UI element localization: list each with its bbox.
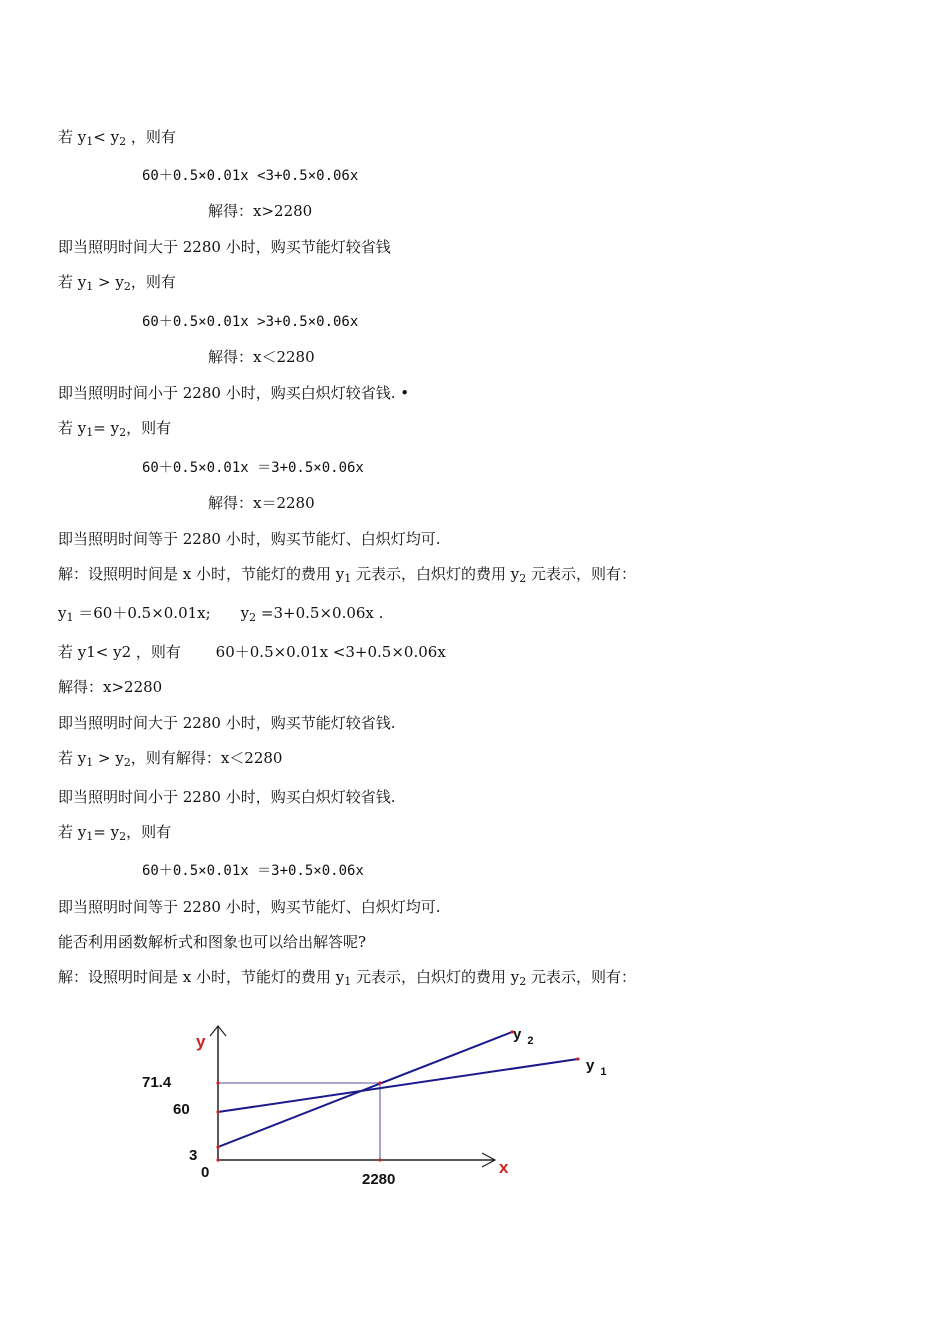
text-line <box>208 347 315 367</box>
subscript: 1 <box>86 426 94 439</box>
text-line <box>58 787 395 807</box>
subscript: 2 <box>119 830 127 843</box>
text-line <box>142 458 364 478</box>
text-run: 60＋0.5×0.01x ＝3+0.5×0.06x <box>142 863 364 879</box>
subscript: 2 <box>123 756 131 769</box>
text-run: ＝60＋0.5×0.01x; y <box>73 604 250 622</box>
text-run: ，则有 <box>126 128 176 146</box>
text-line <box>58 237 391 257</box>
x-axis-label: x <box>499 1158 509 1177</box>
y-axis-label: y <box>196 1032 206 1051</box>
subscript: 1 <box>86 135 94 148</box>
text-line <box>58 418 171 438</box>
text-run: > y <box>93 273 124 291</box>
text-line <box>58 822 171 842</box>
text-line <box>58 967 636 987</box>
text-run: ，则有 <box>130 273 176 291</box>
text-run: 元表示，白炽灯的费用 y <box>351 968 520 986</box>
text-run: 解：设照明时间是 x 小时，节能灯的费用 y <box>58 968 345 986</box>
text-run: 若 y <box>58 419 87 437</box>
text-run: < y <box>93 128 120 146</box>
text-line <box>58 272 176 292</box>
text-line <box>58 127 176 147</box>
text-run: 解得：x＜2280 <box>208 348 315 366</box>
text-run: ，则有 <box>126 823 172 841</box>
tick-71-4: 71.4 <box>142 1074 172 1091</box>
subscript: 1 <box>66 611 74 624</box>
text-run: 60＋0.5×0.01x ＝3+0.5×0.06x <box>142 460 364 476</box>
text-run: 即当照明时间等于 2280 小时，购买节能灯、白炽灯均可. <box>58 530 441 548</box>
text-line <box>58 677 162 697</box>
tick-3: 3 <box>189 1147 198 1164</box>
text-run: 元表示，则有： <box>526 565 637 583</box>
text-line <box>58 529 440 549</box>
subscript: 2 <box>119 135 127 148</box>
text-line <box>58 932 366 952</box>
text-line <box>58 713 395 733</box>
line-y2 <box>218 1032 512 1147</box>
text-run: 解得：x>2280 <box>208 202 313 220</box>
point-3 <box>216 1145 219 1148</box>
text-line <box>58 383 409 403</box>
text-run: 即当照明时间小于 2280 小时，购买白炽灯较省钱. <box>58 788 396 806</box>
point-60 <box>216 1110 219 1113</box>
text-run: 即当照明时间小于 2280 小时，购买白炽灯较省钱. • <box>58 384 410 402</box>
text-run: 解得：x＝2280 <box>208 494 315 512</box>
subscript: 1 <box>344 572 352 585</box>
point-y1-end <box>576 1057 579 1060</box>
origin-label: 0 <box>201 1164 210 1181</box>
text-run: 元表示，白炽灯的费用 y <box>351 565 520 583</box>
tick-60: 60 <box>173 1101 190 1118</box>
subscript: 1 <box>86 280 94 293</box>
point-714 <box>216 1081 219 1084</box>
text-line <box>142 166 358 186</box>
cost-graph <box>130 1020 630 1190</box>
subscript: 1 <box>86 756 94 769</box>
text-line <box>58 564 636 584</box>
text-run: ，则有 <box>126 419 172 437</box>
y1-label: y $_1$ <box>586 1057 607 1078</box>
text-run: 即当照明时间等于 2280 小时，购买节能灯、白炽灯均可. <box>58 898 441 916</box>
subscript: 2 <box>249 611 257 624</box>
text-line <box>142 861 364 881</box>
text-run: y <box>58 604 67 622</box>
point-2280 <box>378 1158 381 1161</box>
text-line <box>58 642 446 662</box>
text-run: 即当照明时间大于 2280 小时，购买节能灯较省钱 <box>58 238 391 256</box>
text-run: 解得：x>2280 <box>58 678 163 696</box>
text-run: > y <box>93 749 124 767</box>
text-run: 若 y <box>58 823 87 841</box>
text-run: 若 y <box>58 273 87 291</box>
text-run: 解：设照明时间是 x 小时，节能灯的费用 y <box>58 565 345 583</box>
tick-2280: 2280 <box>362 1171 396 1188</box>
subscript: 1 <box>86 830 94 843</box>
text-run: 若 y <box>58 128 87 146</box>
text-run: 若 y <box>58 749 87 767</box>
text-run: ，则有解得：x＜2280 <box>130 749 283 767</box>
text-run: = y <box>93 823 120 841</box>
text-run: 即当照明时间大于 2280 小时，购买节能灯较省钱. <box>58 714 396 732</box>
text-run: 若 y1< y2 ，则有 60＋0.5×0.01x <3+0.5×0.06x <box>58 643 446 661</box>
line-y1 <box>218 1059 578 1112</box>
point-intersection <box>378 1081 381 1084</box>
text-line <box>58 897 440 917</box>
subscript: 2 <box>519 572 527 585</box>
text-run: = y <box>93 419 120 437</box>
text-run: 能否利用函数解析式和图象也可以给出解答呢? <box>58 933 367 951</box>
text-line <box>142 312 358 332</box>
text-line <box>58 748 282 768</box>
y2-label: y $_2$ <box>513 1026 534 1047</box>
subscript: 2 <box>123 280 131 293</box>
point-origin <box>216 1158 219 1161</box>
text-run: =3+0.5×0.06x . <box>256 604 384 622</box>
subscript: 2 <box>519 975 527 988</box>
text-line <box>58 603 383 623</box>
text-line <box>208 493 315 513</box>
text-line <box>208 201 312 221</box>
text-run: 60＋0.5×0.01x >3+0.5×0.06x <box>142 314 359 330</box>
subscript: 2 <box>119 426 127 439</box>
subscript: 1 <box>344 975 352 988</box>
text-run: 元表示，则有： <box>526 968 637 986</box>
text-run: 60＋0.5×0.01x <3+0.5×0.06x <box>142 168 359 184</box>
